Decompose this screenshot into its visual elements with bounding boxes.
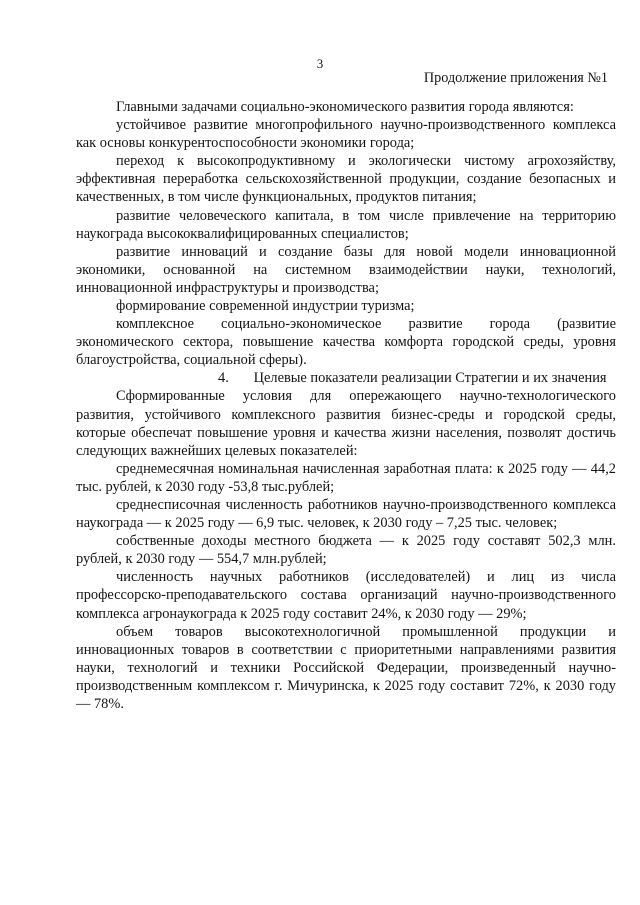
- task-item: развитие человеческого капитала, в том числе привлечение на территорию наукограда высококвалифицированных специалистов;: [76, 207, 616, 242]
- task-item: устойчивое развитие многопрофильного научно-производственного комплекса как основы конкурентоспособности экономики города;: [76, 117, 616, 152]
- section-heading: [76, 369, 616, 387]
- appendix-continuation-label: Продолжение приложения №1: [423, 70, 608, 86]
- indicator-item: среднемесячная номинальная начисленная заработная плата: к 2025 году — 44,2 тыс. рублей, к 2030 году -53,8 тыс.рублей;: [76, 460, 616, 495]
- task-item: развитие инноваций и создание базы для новой модели инновационной экономики, основанной на системном взаимодействии науки, технологий, инновационной инфраструктуры и производства;: [76, 243, 616, 296]
- page-number: 3: [316, 56, 324, 71]
- task-item: комплексное социально-экономическое развитие города (развитие экономического сектора, повышение качества комфорта городской среды, уровня благоустройства, социальной сферы).: [76, 316, 616, 369]
- indicator-item: собственные доходы местного бюджета — к 2025 году составят 502,3 млн. рублей, к 2030 году — 554,7 млн.рублей;: [76, 533, 616, 568]
- task-item: формирование современной индустрии туризма;: [116, 298, 415, 315]
- indicator-item: численность научных работников (исследователей) и лиц из числа профессорско-преподавательского состава организаций научно-производственного комплекса агронаукограда к 2025 году составит 24%, к 2030 году — 29%;: [76, 569, 616, 622]
- task-item: переход к высокопродуктивному и экологически чистому агрохозяйству, эффективная переработка сельскохозяйственной продукции, создание безопасных и качественных, в том числе функциональных, продуктов питания;: [76, 153, 616, 206]
- section-title: Целевые показатели реализации Стратегии и их значения: [253, 370, 607, 387]
- indicator-item: объем товаров высокотехнологичной промышленной продукции и инновационных товаров в соответствии с приоритетными направлениями развития науки, технологий и техники Российской Федерации, произведенный научно-производственным комплексом г. Мичуринска, к 2025 году составит 72%, к 2030 году — 78%.: [76, 623, 616, 712]
- section-number: 4.: [218, 370, 229, 387]
- document-body: [76, 98, 616, 713]
- tasks-intro-paragraph: Главными задачами социально-экономического развития города являются:: [116, 99, 574, 115]
- section-intro-paragraph: Сформированные условия для опережающего научно-технологического развития, устойчивого комплексного развития бизнес-среды и городской среды, которые обеспечат повышение уровня и качества жизни населения, позволят достичь следующих важнейших целевых показателей:: [76, 388, 616, 459]
- indicator-item: среднесписочная численность работников научно-производственного комплекса наукограда — к 2025 году — 6,9 тыс. человек, к 2030 году – 7,25 тыс. человек;: [76, 496, 616, 532]
